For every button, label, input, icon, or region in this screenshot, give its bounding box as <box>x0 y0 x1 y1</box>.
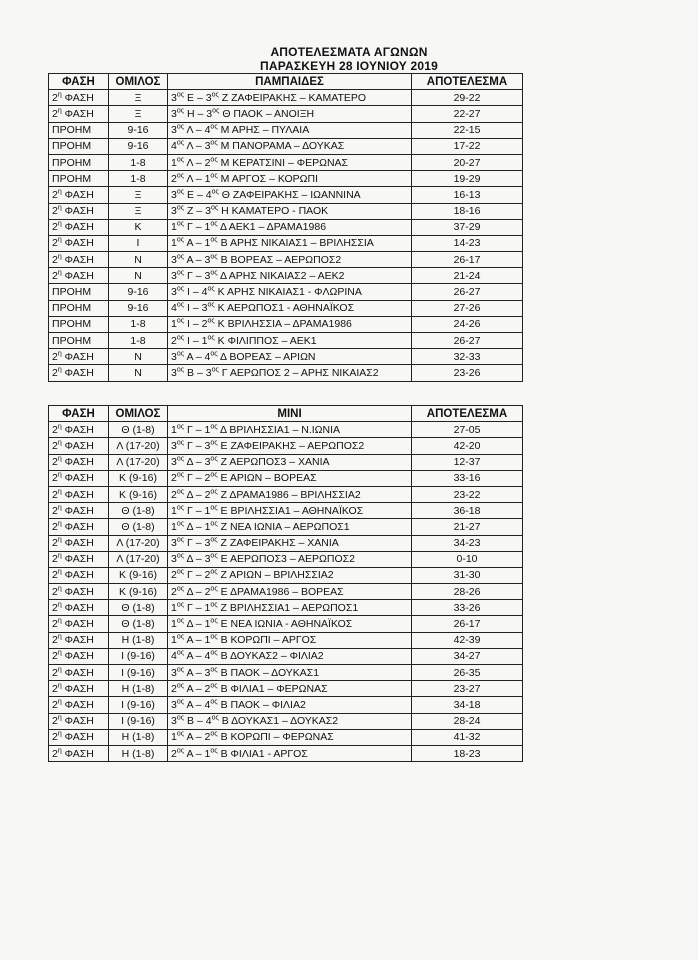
row-match: $3^{o\varsigma}$ Β – $4^{o\varsigma}$ Β ΔΟΥΚΑΣ1 – ΔΟΥΚΑΣ2 <box>168 713 412 729</box>
row-group: Ι (9-16) <box>109 648 168 664</box>
row-score: 34-18 <box>412 697 523 713</box>
table-row <box>49 697 523 713</box>
table-row <box>49 551 523 567</box>
table-row <box>49 284 523 300</box>
row-match: $1^{o\varsigma}$ Α – $1^{o\varsigma}$ Β ΚΟΡΩΠΙ – ΑΡΓΟΣ <box>168 632 412 648</box>
row-match: $4^{o\varsigma}$ Ι – $3^{o\varsigma}$ Κ ΑΕΡΩΠΟΣ1 - ΑΘΗΝΑΪΚΟΣ <box>168 300 412 316</box>
table-row <box>49 616 523 632</box>
row-score: 18-23 <box>412 745 523 761</box>
row-phase: $2^\eta$ ΦΑΣΗ <box>49 438 109 454</box>
row-match: $1^{o\varsigma}$ Γ – $1^{o\varsigma}$ Ε ΒΡΙΛΗΣΣΙΑ1 – ΑΘΗΝΑΪΚΟΣ <box>168 503 412 519</box>
table-row <box>49 252 523 268</box>
row-match: $2^{o\varsigma}$ Δ – $2^{o\varsigma}$ Ε ΔΡΑΜΑ1986 – ΒΟΡΕΑΣ <box>168 584 412 600</box>
row-score: 21-24 <box>412 268 523 284</box>
row-score: 33-16 <box>412 470 523 486</box>
row-phase: $2^\eta$ ΦΑΣΗ <box>49 106 109 122</box>
table-row <box>49 632 523 648</box>
table-row <box>49 503 523 519</box>
row-match: $2^{o\varsigma}$ Α – $2^{o\varsigma}$ Β ΦΙΛΙΑ1 – ΦΕΡΩΝΑΣ <box>168 681 412 697</box>
row-match: $1^{o\varsigma}$ Ι – $2^{o\varsigma}$ Κ ΒΡΙΛΗΣΣΙΑ – ΔΡΑΜΑ1986 <box>168 316 412 332</box>
row-phase: $2^\eta$ ΦΑΣΗ <box>49 535 109 551</box>
table-header-row <box>49 74 523 90</box>
row-match: $1^{o\varsigma}$ Γ – $1^{o\varsigma}$ Δ ΑΕΚ1 – ΔΡΑΜΑ1986 <box>168 219 412 235</box>
row-group: Ι (9-16) <box>109 713 168 729</box>
row-score: 28-24 <box>412 713 523 729</box>
row-group: Κ (9-16) <box>109 567 168 583</box>
row-score: 12-37 <box>412 454 523 470</box>
row-score: 27-05 <box>412 422 523 438</box>
row-group: Ν <box>109 252 168 268</box>
row-group: Κ (9-16) <box>109 470 168 486</box>
table-row <box>49 438 523 454</box>
row-group: Ι <box>109 235 168 251</box>
row-group: Θ (1-8) <box>109 600 168 616</box>
row-score: 16-13 <box>412 187 523 203</box>
table-body <box>49 422 523 762</box>
row-group: 9-16 <box>109 284 168 300</box>
table-row <box>49 268 523 284</box>
row-match: $3^{o\varsigma}$ Γ – $3^{o\varsigma}$ Ζ ΖΑΦΕΙΡΑΚΗΣ – ΧΑΝΙΑ <box>168 535 412 551</box>
table-row <box>49 300 523 316</box>
row-phase: ΠΡΟΗΜ <box>49 138 109 154</box>
row-phase: $2^\eta$ ΦΑΣΗ <box>49 616 109 632</box>
table-row <box>49 365 523 381</box>
row-group: Ν <box>109 349 168 365</box>
row-phase: $2^\eta$ ΦΑΣΗ <box>49 454 109 470</box>
header-phase: ΦΑΣΗ <box>49 406 109 422</box>
row-score: 26-35 <box>412 665 523 681</box>
row-group: Ι (9-16) <box>109 665 168 681</box>
table-row <box>49 486 523 502</box>
row-match: $3^{o\varsigma}$ Λ – $4^{o\varsigma}$ Μ ΑΡΗΣ – ΠΥΛΑΙΑ <box>168 122 412 138</box>
header-group: ΟΜΙΛΟΣ <box>109 406 168 422</box>
row-match: $1^{o\varsigma}$ Δ – $1^{o\varsigma}$ Ε ΝΕΑ ΙΩΝΙΑ - ΑΘΗΝΑΪΚΟΣ <box>168 616 412 632</box>
row-match: $3^{o\varsigma}$ Δ – $3^{o\varsigma}$ Ζ ΑΕΡΩΠΟΣ3 – ΧΑΝΙΑ <box>168 454 412 470</box>
row-score: 34-27 <box>412 648 523 664</box>
row-match: $3^{o\varsigma}$ Ε – $4^{o\varsigma}$ Θ ΖΑΦΕΙΡΑΚΗΣ – ΙΩΑΝΝΙΝΑ <box>168 187 412 203</box>
row-match: $3^{o\varsigma}$ Α – $3^{o\varsigma}$ Β ΠΑΟΚ – ΔΟΥΚΑΣ1 <box>168 665 412 681</box>
row-phase: $2^\eta$ ΦΑΣΗ <box>49 584 109 600</box>
row-match: $3^{o\varsigma}$ Ε – $3^{o\varsigma}$ Ζ ΖΑΦΕΙΡΑΚΗΣ – ΚΑΜΑΤΕΡΟ <box>168 90 412 106</box>
table-row <box>49 713 523 729</box>
row-score: 36-18 <box>412 503 523 519</box>
row-phase: $2^\eta$ ΦΑΣΗ <box>49 365 109 381</box>
row-phase: $2^\eta$ ΦΑΣΗ <box>49 422 109 438</box>
row-group: Ξ <box>109 90 168 106</box>
table-row <box>49 235 523 251</box>
table-row <box>49 422 523 438</box>
row-score: 29-22 <box>412 90 523 106</box>
row-group: Η (1-8) <box>109 745 168 761</box>
row-phase: ΠΡΟΗΜ <box>49 122 109 138</box>
row-phase: ΠΡΟΗΜ <box>49 300 109 316</box>
table-row <box>49 219 523 235</box>
row-score: 34-23 <box>412 535 523 551</box>
row-match: $3^{o\varsigma}$ Ι – $4^{o\varsigma}$ Κ ΑΡΗΣ ΝΙΚΑΙΑΣ1 - ΦΛΩΡΙΝΑ <box>168 284 412 300</box>
table-row <box>49 454 523 470</box>
table-row <box>49 349 523 365</box>
row-group: Ξ <box>109 187 168 203</box>
row-match: $3^{o\varsigma}$ Δ – $3^{o\varsigma}$ Ε ΑΕΡΩΠΟΣ3 – ΑΕΡΩΠΟΣ2 <box>168 551 412 567</box>
header-result: ΑΠΟΤΕΛΕΣΜΑ <box>412 74 523 90</box>
row-group: Ξ <box>109 203 168 219</box>
row-phase: ΠΡΟΗΜ <box>49 154 109 170</box>
table-row <box>49 316 523 332</box>
row-score: 27-26 <box>412 300 523 316</box>
row-match: $2^{o\varsigma}$ Α – $1^{o\varsigma}$ Β ΦΙΛΙΑ1 - ΑΡΓΟΣ <box>168 745 412 761</box>
table-row <box>49 203 523 219</box>
row-match: $2^{o\varsigma}$ Λ – $1^{o\varsigma}$ Μ ΑΡΓΟΣ – ΚΟΡΩΠΙ <box>168 171 412 187</box>
row-match: $3^{o\varsigma}$ Γ – $3^{o\varsigma}$ Δ ΑΡΗΣ ΝΙΚΑΙΑΣ2 – ΑΕΚ2 <box>168 268 412 284</box>
table-row <box>49 154 523 170</box>
row-score: 23-26 <box>412 365 523 381</box>
table-row <box>49 122 523 138</box>
table-row <box>49 584 523 600</box>
row-phase: $2^\eta$ ΦΑΣΗ <box>49 632 109 648</box>
row-group: Η (1-8) <box>109 729 168 745</box>
row-match: $3^{o\varsigma}$ Α – $4^{o\varsigma}$ Β ΠΑΟΚ – ΦΙΛΙΑ2 <box>168 697 412 713</box>
row-match: $2^{o\varsigma}$ Ι – $1^{o\varsigma}$ Κ ΦΙΛΙΠΠΟΣ – ΑΕΚ1 <box>168 333 412 349</box>
row-phase: $2^\eta$ ΦΑΣΗ <box>49 90 109 106</box>
row-match: $2^{o\varsigma}$ Δ – $2^{o\varsigma}$ Ζ ΔΡΑΜΑ1986 – ΒΡΙΛΗΣΣΙΑ2 <box>168 486 412 502</box>
page-subtitle: ΠΑΡΑΣΚΕΥΗ 28 ΙΟΥΝΙΟΥ 2019 <box>259 59 439 73</box>
row-group: Λ (17-20) <box>109 535 168 551</box>
row-group: 1-8 <box>109 316 168 332</box>
row-phase: $2^\eta$ ΦΑΣΗ <box>49 235 109 251</box>
row-phase: $2^\eta$ ΦΑΣΗ <box>49 745 109 761</box>
row-match: $3^{o\varsigma}$ Α – $4^{o\varsigma}$ Δ ΒΟΡΕΑΣ – ΑΡΙΩΝ <box>168 349 412 365</box>
row-group: Κ <box>109 219 168 235</box>
row-score: 26-17 <box>412 616 523 632</box>
row-group: 9-16 <box>109 122 168 138</box>
row-group: 1-8 <box>109 154 168 170</box>
table-row <box>49 745 523 761</box>
row-score: 31-30 <box>412 567 523 583</box>
row-group: 9-16 <box>109 138 168 154</box>
row-score: 41-32 <box>412 729 523 745</box>
row-group: Λ (17-20) <box>109 551 168 567</box>
row-group: Κ (9-16) <box>109 486 168 502</box>
table-row <box>49 333 523 349</box>
row-group: Θ (1-8) <box>109 616 168 632</box>
row-score: 37-29 <box>412 219 523 235</box>
row-score: 17-22 <box>412 138 523 154</box>
table-row <box>49 681 523 697</box>
row-score: 22-15 <box>412 122 523 138</box>
row-group: 9-16 <box>109 300 168 316</box>
row-phase: ΠΡΟΗΜ <box>49 284 109 300</box>
table-row <box>49 90 523 106</box>
table-row <box>49 187 523 203</box>
row-phase: $2^\eta$ ΦΑΣΗ <box>49 203 109 219</box>
row-match: $2^{o\varsigma}$ Γ – $2^{o\varsigma}$ Ε ΑΡΙΩΝ – ΒΟΡΕΑΣ <box>168 470 412 486</box>
row-phase: $2^\eta$ ΦΑΣΗ <box>49 219 109 235</box>
row-phase: ΠΡΟΗΜ <box>49 171 109 187</box>
row-score: 42-39 <box>412 632 523 648</box>
row-phase: ΠΡΟΗΜ <box>49 316 109 332</box>
row-score: 33-26 <box>412 600 523 616</box>
row-score: 18-16 <box>412 203 523 219</box>
row-group: 1-8 <box>109 171 168 187</box>
row-phase: $2^\eta$ ΦΑΣΗ <box>49 551 109 567</box>
row-group: 1-8 <box>109 333 168 349</box>
table-header-row <box>49 406 523 422</box>
row-match: $3^{o\varsigma}$ Ζ – $3^{o\varsigma}$ Η ΚΑΜΑΤΕΡΟ - ΠΑΟΚ <box>168 203 412 219</box>
row-group: Ι (9-16) <box>109 697 168 713</box>
row-match: $1^{o\varsigma}$ Λ – $2^{o\varsigma}$ Μ ΚΕΡΑΤΣΙΝΙ – ΦΕΡΩΝΑΣ <box>168 154 412 170</box>
header-result: ΑΠΟΤΕΛΕΣΜΑ <box>412 406 523 422</box>
row-group: Θ (1-8) <box>109 519 168 535</box>
row-phase: $2^\eta$ ΦΑΣΗ <box>49 486 109 502</box>
row-phase: $2^\eta$ ΦΑΣΗ <box>49 648 109 664</box>
row-group: Θ (1-8) <box>109 422 168 438</box>
table-row <box>49 648 523 664</box>
row-group: Λ (17-20) <box>109 438 168 454</box>
row-phase: $2^\eta$ ΦΑΣΗ <box>49 503 109 519</box>
row-match: $3^{o\varsigma}$ Α – $3^{o\varsigma}$ Β ΒΟΡΕΑΣ – ΑΕΡΩΠΟΣ2 <box>168 252 412 268</box>
row-group: Κ (9-16) <box>109 584 168 600</box>
table-row <box>49 665 523 681</box>
row-match: $1^{o\varsigma}$ Δ – $1^{o\varsigma}$ Ζ ΝΕΑ ΙΩΝΙΑ – ΑΕΡΩΠΟΣ1 <box>168 519 412 535</box>
row-score: 22-27 <box>412 106 523 122</box>
table-row <box>49 600 523 616</box>
table-row <box>49 519 523 535</box>
row-match: $3^{o\varsigma}$ Η – $3^{o\varsigma}$ Θ ΠΑΟΚ – ΑΝΟΙΞΗ <box>168 106 412 122</box>
row-match: $4^{o\varsigma}$ Λ – $3^{o\varsigma}$ Μ ΠΑΝΟΡΑΜΑ – ΔΟΥΚΑΣ <box>168 138 412 154</box>
page-title: ΑΠΟΤΕΛΕΣΜΑΤΑ ΑΓΩΝΩΝ <box>270 45 428 59</box>
table-row <box>49 535 523 551</box>
row-phase: $2^\eta$ ΦΑΣΗ <box>49 600 109 616</box>
table-row <box>49 729 523 745</box>
row-match: $2^{o\varsigma}$ Γ – $2^{o\varsigma}$ Ζ ΑΡΙΩΝ – ΒΡΙΛΗΣΣΙΑ2 <box>168 567 412 583</box>
row-phase: $2^\eta$ ΦΑΣΗ <box>49 349 109 365</box>
row-phase: ΠΡΟΗΜ <box>49 333 109 349</box>
row-phase: $2^\eta$ ΦΑΣΗ <box>49 729 109 745</box>
row-score: 24-26 <box>412 316 523 332</box>
row-phase: $2^\eta$ ΦΑΣΗ <box>49 713 109 729</box>
row-match: $1^{o\varsigma}$ Γ – $1^{o\varsigma}$ Ζ ΒΡΙΛΗΣΣΙΑ1 – ΑΕΡΩΠΟΣ1 <box>168 600 412 616</box>
row-score: 28-26 <box>412 584 523 600</box>
row-score: 14-23 <box>412 235 523 251</box>
row-group: Ν <box>109 365 168 381</box>
row-score: 42-20 <box>412 438 523 454</box>
table-row <box>49 106 523 122</box>
pampaides-results-table <box>48 73 523 382</box>
row-phase: $2^\eta$ ΦΑΣΗ <box>49 519 109 535</box>
row-score: 26-17 <box>412 252 523 268</box>
row-group: Η (1-8) <box>109 681 168 697</box>
table-row <box>49 171 523 187</box>
header-phase: ΦΑΣΗ <box>49 74 109 90</box>
row-phase: $2^\eta$ ΦΑΣΗ <box>49 268 109 284</box>
row-score: 26-27 <box>412 284 523 300</box>
row-phase: $2^\eta$ ΦΑΣΗ <box>49 252 109 268</box>
row-phase: $2^\eta$ ΦΑΣΗ <box>49 187 109 203</box>
row-group: Η (1-8) <box>109 632 168 648</box>
row-match: $1^{o\varsigma}$ Α – $1^{o\varsigma}$ Β ΑΡΗΣ ΝΙΚΑΙΑΣ1 – ΒΡΙΛΗΣΣΙΑ <box>168 235 412 251</box>
row-score: 32-33 <box>412 349 523 365</box>
mini-results-table <box>48 405 523 762</box>
row-score: 26-27 <box>412 333 523 349</box>
row-phase: $2^\eta$ ΦΑΣΗ <box>49 665 109 681</box>
row-score: 23-27 <box>412 681 523 697</box>
row-group: Λ (17-20) <box>109 454 168 470</box>
header-category: ΜΙΝΙ <box>168 406 412 422</box>
row-match: $1^{o\varsigma}$ Α – $2^{o\varsigma}$ Β ΚΟΡΩΠΙ – ΦΕΡΩΝΑΣ <box>168 729 412 745</box>
row-match: $3^{o\varsigma}$ Γ – $3^{o\varsigma}$ Ε ΖΑΦΕΙΡΑΚΗΣ – ΑΕΡΩΠΟΣ2 <box>168 438 412 454</box>
row-score: 19-29 <box>412 171 523 187</box>
row-phase: $2^\eta$ ΦΑΣΗ <box>49 470 109 486</box>
table-body <box>49 90 523 381</box>
row-score: 21-27 <box>412 519 523 535</box>
header-group: ΟΜΙΛΟΣ <box>109 74 168 90</box>
table-row <box>49 138 523 154</box>
row-group: Ν <box>109 268 168 284</box>
row-score: 0-10 <box>412 551 523 567</box>
row-phase: $2^\eta$ ΦΑΣΗ <box>49 697 109 713</box>
row-score: 20-27 <box>412 154 523 170</box>
row-group: Ξ <box>109 106 168 122</box>
row-match: $1^{o\varsigma}$ Γ – $1^{o\varsigma}$ Δ ΒΡΙΛΗΣΣΙΑ1 – Ν.ΙΩΝΙΑ <box>168 422 412 438</box>
row-group: Θ (1-8) <box>109 503 168 519</box>
row-phase: $2^\eta$ ΦΑΣΗ <box>49 567 109 583</box>
row-phase: $2^\eta$ ΦΑΣΗ <box>49 681 109 697</box>
row-match: $4^{o\varsigma}$ Α – $4^{o\varsigma}$ Β ΔΟΥΚΑΣ2 – ΦΙΛΙΑ2 <box>168 648 412 664</box>
row-match: $3^{o\varsigma}$ Β – $3^{o\varsigma}$ Γ ΑΕΡΩΠΟΣ 2 – ΑΡΗΣ ΝΙΚΑΙΑΣ2 <box>168 365 412 381</box>
table-row <box>49 567 523 583</box>
table-row <box>49 470 523 486</box>
row-score: 23-22 <box>412 486 523 502</box>
header-category: ΠΑΜΠΑΙΔΕΣ <box>168 74 412 90</box>
